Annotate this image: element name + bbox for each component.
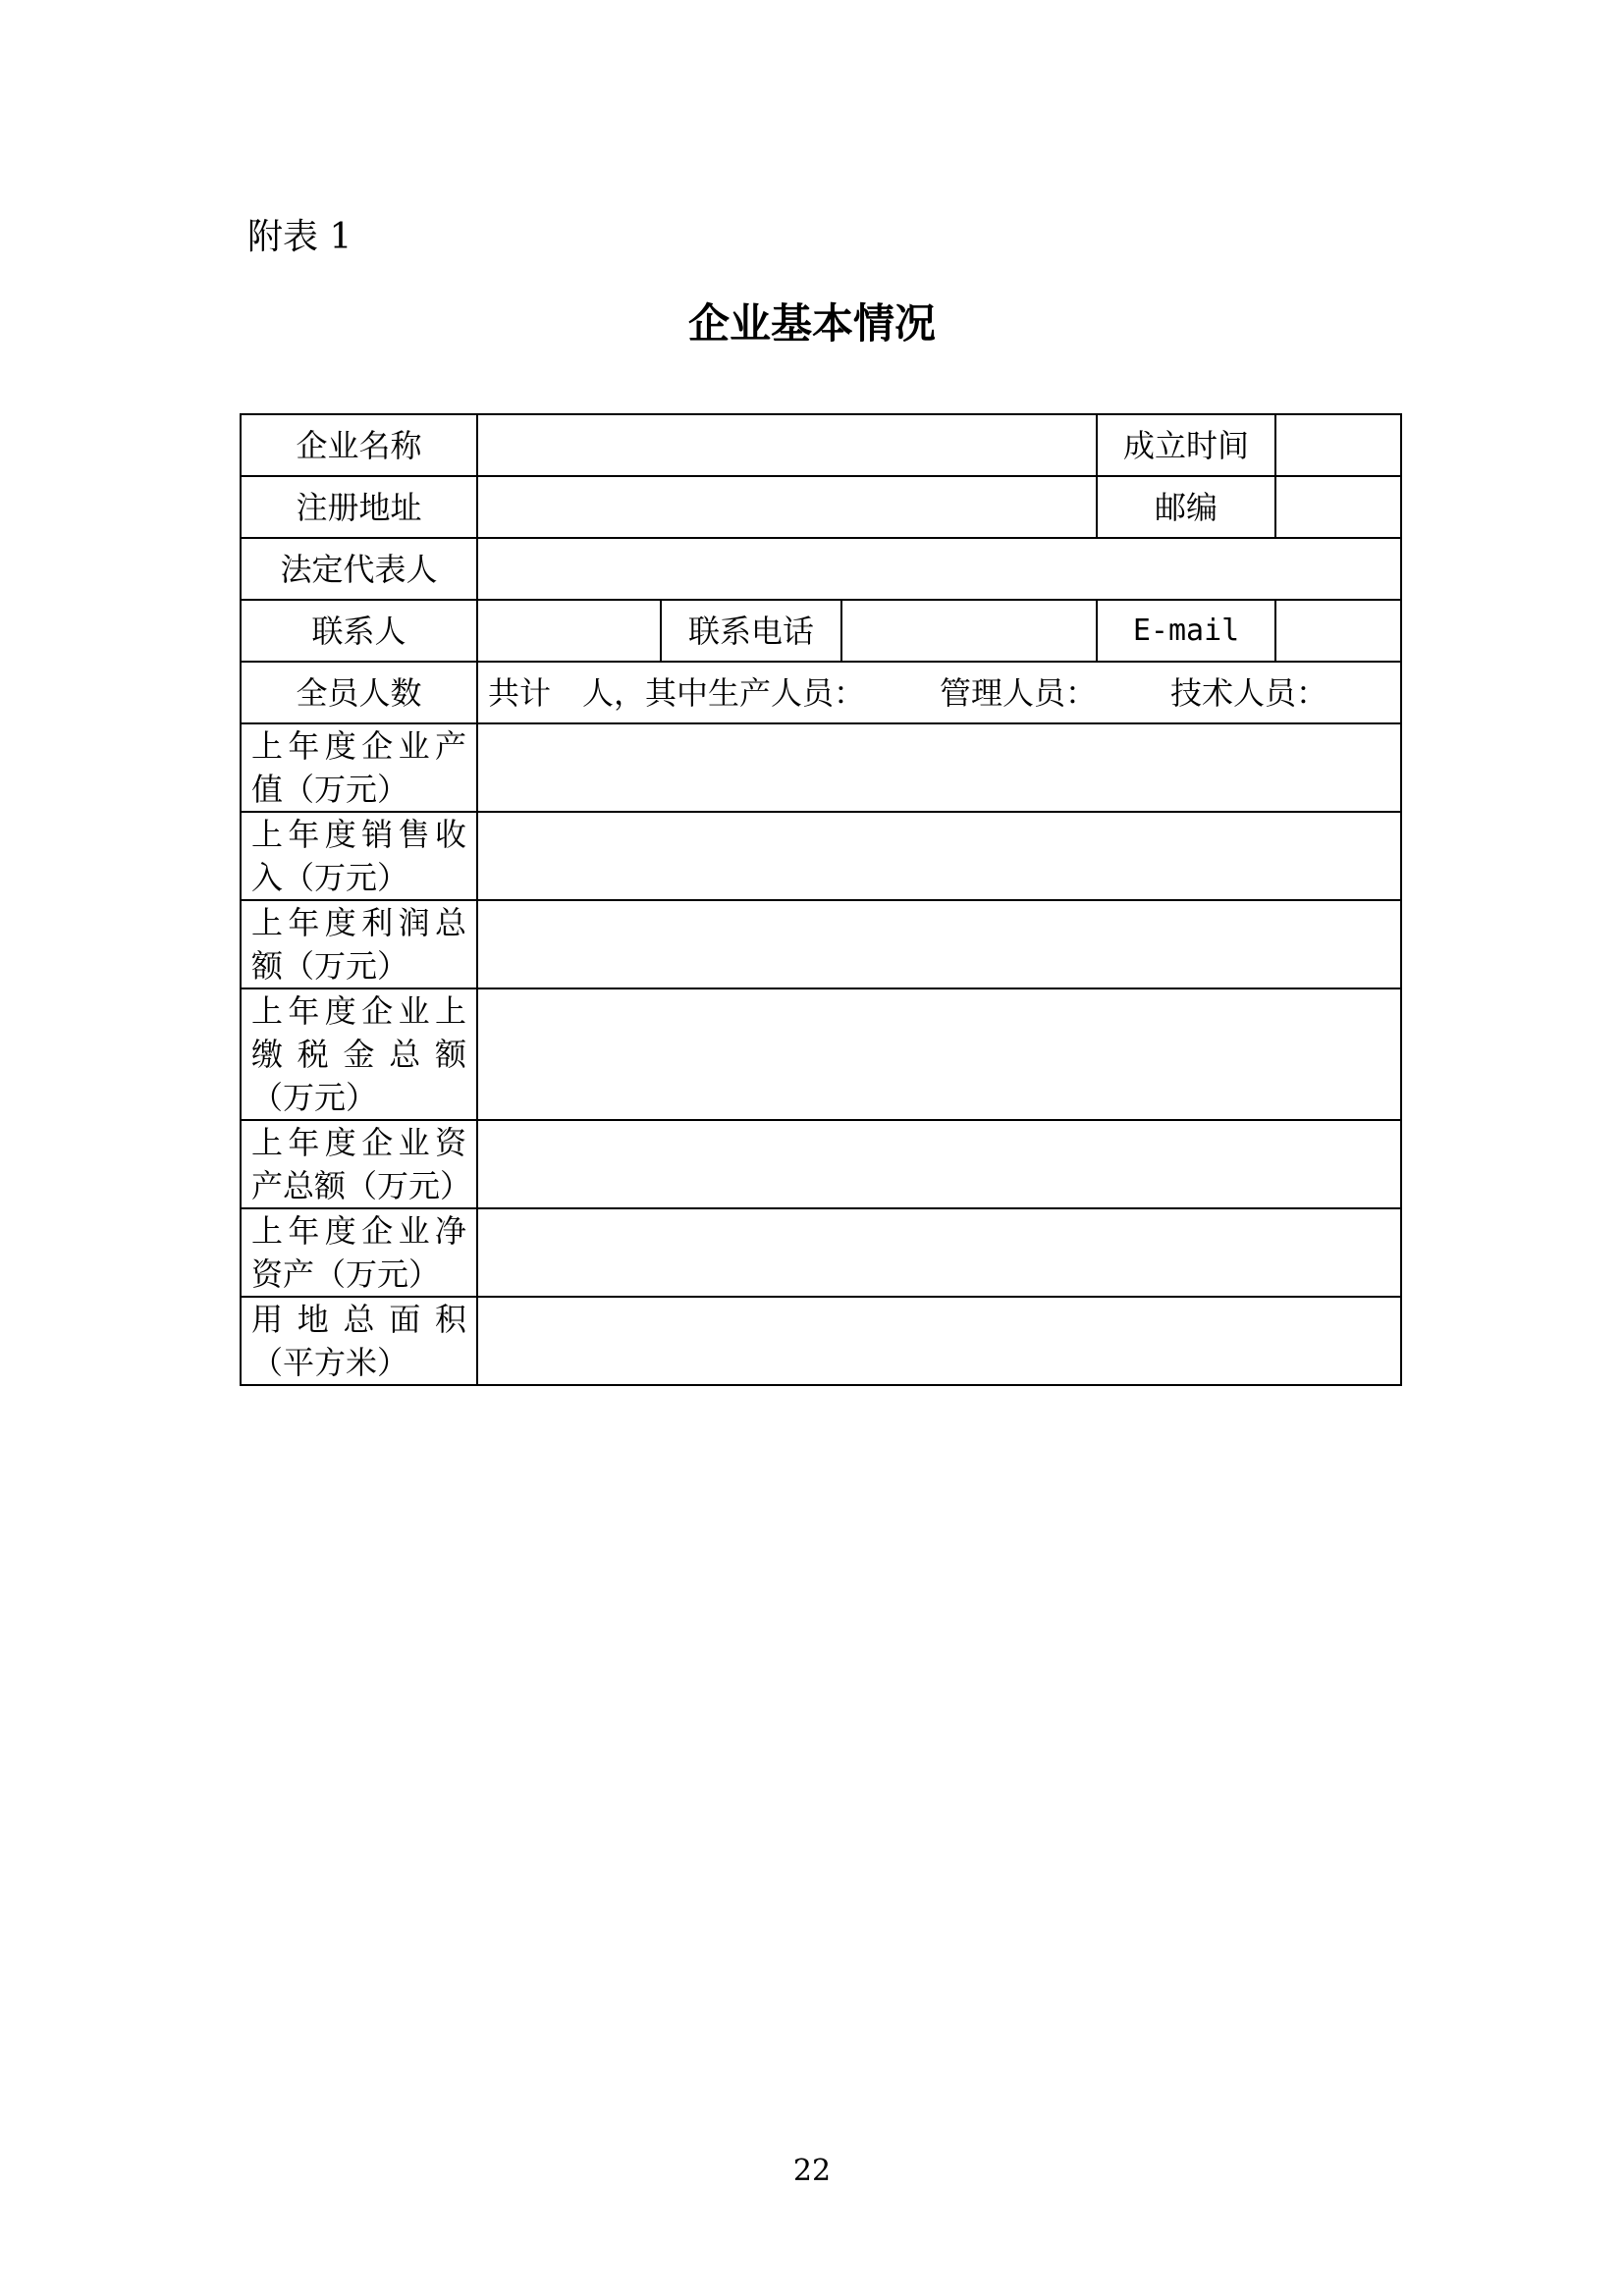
headcount-label: 全员人数 xyxy=(241,662,477,723)
headcount-production: 其中生产人员： xyxy=(645,673,866,712)
legal-rep-field[interactable] xyxy=(477,538,1401,600)
taxes-paid-label: 上年度企业上缴税金总额（万元） xyxy=(241,988,477,1120)
total-assets-label: 上年度企业资产总额（万元） xyxy=(241,1120,477,1208)
company-name-label: 企业名称 xyxy=(241,414,477,476)
contact-field[interactable] xyxy=(477,600,661,662)
address-label: 注册地址 xyxy=(241,476,477,538)
table-row xyxy=(241,600,1401,662)
table-row xyxy=(241,414,1401,476)
land-area-field[interactable] xyxy=(477,1297,1401,1385)
headcount-technical: 技术人员： xyxy=(1170,673,1328,712)
table-row xyxy=(241,812,1401,900)
table-row xyxy=(241,476,1401,538)
table-row xyxy=(241,988,1401,1120)
page-number: 22 xyxy=(792,2154,832,2188)
legal-rep-label: 法定代表人 xyxy=(241,538,477,600)
postcode-field[interactable] xyxy=(1275,476,1401,538)
founded-label: 成立时间 xyxy=(1097,414,1275,476)
land-area-label: 用地总面积（平方米） xyxy=(241,1297,477,1385)
output-value-field[interactable] xyxy=(477,723,1401,812)
email-field[interactable] xyxy=(1275,600,1401,662)
table-row xyxy=(241,662,1401,723)
headcount-field[interactable] xyxy=(477,662,1401,723)
sales-revenue-field[interactable] xyxy=(477,812,1401,900)
total-profit-label: 上年度利润总额（万元） xyxy=(241,900,477,988)
email-label: E-mail xyxy=(1097,600,1275,662)
net-assets-field[interactable] xyxy=(477,1208,1401,1297)
headcount-total: 共计 人， xyxy=(488,673,646,712)
company-name-field[interactable] xyxy=(477,414,1097,476)
total-assets-field[interactable] xyxy=(477,1120,1401,1208)
output-value-label: 上年度企业产值（万元） xyxy=(241,723,477,812)
founded-field[interactable] xyxy=(1275,414,1401,476)
table-row xyxy=(241,723,1401,812)
table-row xyxy=(241,1208,1401,1297)
phone-field[interactable] xyxy=(841,600,1097,662)
table-row xyxy=(241,538,1401,600)
headcount-management: 管理人员： xyxy=(940,673,1098,712)
table-row xyxy=(241,900,1401,988)
page-title: 企业基本情况 xyxy=(687,299,936,347)
company-info-table xyxy=(240,413,1402,1386)
phone-label: 联系电话 xyxy=(661,600,841,662)
address-field[interactable] xyxy=(477,476,1097,538)
contact-label: 联系人 xyxy=(241,600,477,662)
total-profit-field[interactable] xyxy=(477,900,1401,988)
postcode-label: 邮编 xyxy=(1097,476,1275,538)
table-row xyxy=(241,1297,1401,1385)
sales-revenue-label: 上年度销售收入（万元） xyxy=(241,812,477,900)
taxes-paid-field[interactable] xyxy=(477,988,1401,1120)
table-row xyxy=(241,1120,1401,1208)
appendix-label: 附表 1 xyxy=(247,217,352,257)
net-assets-label: 上年度企业净资产（万元） xyxy=(241,1208,477,1297)
